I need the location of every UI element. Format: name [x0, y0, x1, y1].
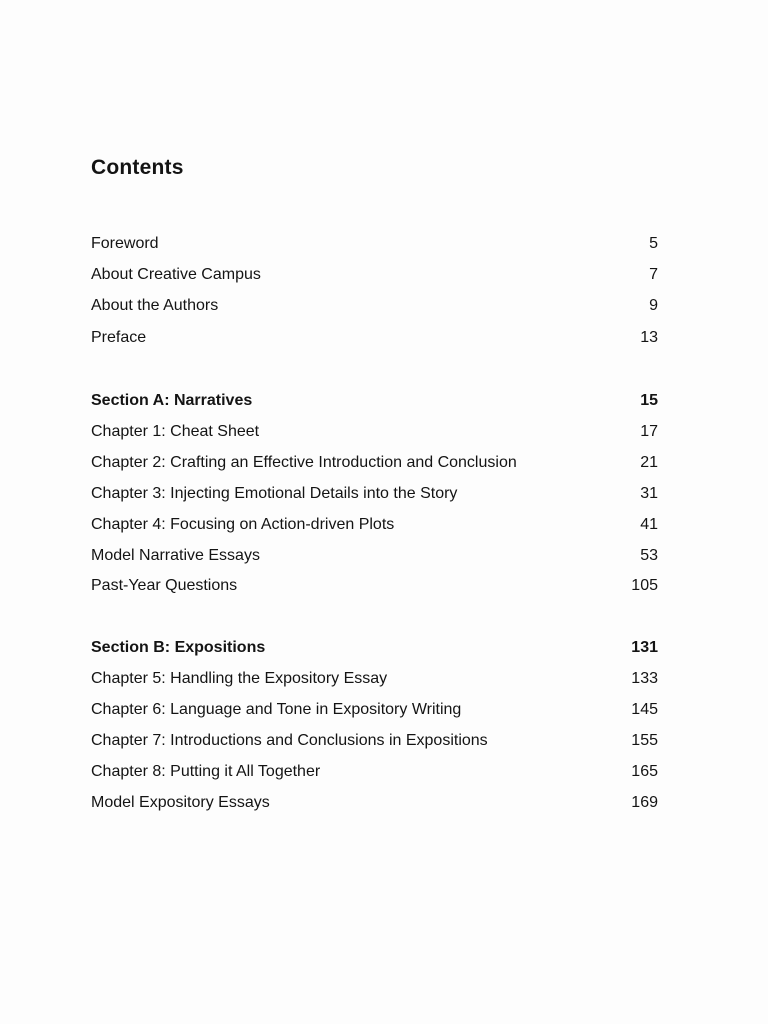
toc-entry-page: 133	[631, 670, 658, 687]
toc-entry-page: 53	[640, 547, 658, 564]
toc-entry-chapter-7	[91, 729, 658, 753]
toc-entry-model-narrative-essays	[91, 544, 658, 568]
section-heading-page: 15	[640, 392, 658, 409]
toc-entry-page: 169	[631, 794, 658, 811]
toc-entry-model-expository-essays	[91, 791, 658, 815]
toc-entry-chapter-8	[91, 760, 658, 784]
toc-entry-page: 155	[631, 732, 658, 749]
toc-entry-chapter-3	[91, 482, 658, 506]
section-heading-narratives	[91, 389, 658, 413]
toc-entry-title: Chapter 4: Focusing on Action-driven Plots	[91, 516, 395, 533]
toc-entry-page: 41	[640, 516, 658, 533]
section-heading-title: Section B: Expositions	[91, 639, 266, 656]
page-title: Contents	[91, 156, 184, 179]
toc-entry-page: 9	[649, 297, 658, 314]
toc-entry-chapter-4	[91, 513, 658, 537]
toc-entry-page: 5	[649, 235, 658, 252]
toc-entry-page: 13	[640, 329, 658, 346]
toc-entry-preface	[91, 326, 658, 350]
toc-entry-chapter-1	[91, 420, 658, 444]
toc-entry-title: Chapter 1: Cheat Sheet	[91, 423, 260, 440]
toc-entry-title: Preface	[91, 329, 147, 346]
toc-entry-title: Chapter 6: Language and Tone in Expository Writing	[91, 701, 462, 718]
toc-entry-page: 145	[631, 701, 658, 718]
section-heading-expositions	[91, 636, 658, 660]
toc-entry-title: Model Narrative Essays	[91, 547, 260, 564]
toc-entry-page: 21	[640, 454, 658, 471]
toc-entry-title: Chapter 7: Introductions and Conclusions in Expositions	[91, 732, 488, 749]
toc-entry-page: 105	[631, 577, 658, 594]
toc-entry-chapter-5	[91, 667, 658, 691]
toc-entry-chapter-2	[91, 451, 658, 475]
toc-entry-about-the-authors	[91, 294, 658, 318]
toc-entry-title: Foreword	[91, 235, 159, 252]
toc-entry-page: 17	[640, 423, 658, 440]
section-heading-title: Section A: Narratives	[91, 392, 253, 409]
toc-entry-page: 31	[640, 485, 658, 502]
toc-entry-title: Model Expository Essays	[91, 794, 270, 811]
section-heading-page: 131	[631, 639, 658, 656]
toc-entry-page: 7	[649, 266, 658, 283]
toc-entry-foreword	[91, 232, 658, 256]
toc-entry-about-creative-campus	[91, 263, 658, 287]
toc-entry-title: Chapter 3: Injecting Emotional Details into the Story	[91, 485, 458, 502]
toc-entry-title: About the Authors	[91, 297, 219, 314]
toc-entry-title: Chapter 2: Crafting an Effective Introduction and Conclusion	[91, 454, 517, 471]
toc-entry-past-year-questions	[91, 574, 658, 598]
toc-entry-page: 165	[631, 763, 658, 780]
toc-entry-title: About Creative Campus	[91, 266, 261, 283]
toc-entry-title: Chapter 8: Putting it All Together	[91, 763, 321, 780]
toc-entry-title: Chapter 5: Handling the Expository Essay	[91, 670, 388, 687]
toc-entry-chapter-6	[91, 698, 658, 722]
toc-entry-title: Past-Year Questions	[91, 577, 238, 594]
